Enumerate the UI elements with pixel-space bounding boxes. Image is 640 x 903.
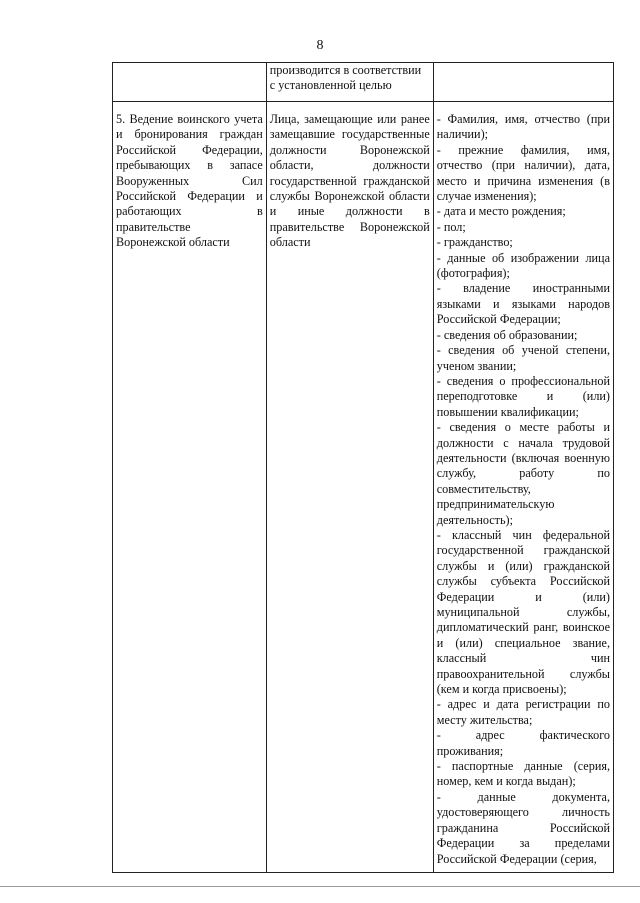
list-item: - сведения о профессиональной переподготовке и (или) повышении квалификации; [436, 373, 610, 419]
list-item: - сведения об образовании; [436, 327, 578, 342]
page-bottom-edge [0, 886, 640, 887]
list-item: - сведения о месте работы и должности с начала трудовой деятельности (включая военную службу, работу по совместительству, предпринимательскую деятельность); [436, 420, 610, 527]
cell-data-continuation [433, 63, 613, 102]
list-item: - сведения об ученой степени, ученом звании; [436, 343, 610, 373]
list-item: - адрес фактического проживания; [436, 728, 610, 758]
list-item: - Фамилия, имя, отчество (при наличии); [436, 112, 610, 142]
list-item: - адрес и дата регистрации по месту жительства; [436, 697, 610, 727]
personal-data-table [112, 62, 614, 873]
list-item: - владение иностранными языками и языками народов Российской Федерации; [436, 281, 610, 327]
cell-subjects: Лица, замещающие или ранее замещавшие государственные должности Воронежской области, должности государственной гражданской службы Воронежской области и иные должности в правительстве Воронежской области [266, 102, 433, 873]
list-item: - данные об изображении лица (фотография); [436, 250, 610, 281]
cell-purpose-continuation [113, 63, 267, 102]
list-item: - данные документа, удостоверяющего личность гражданина Российской Федерации за пределами Российской Федерации (серия, [436, 789, 610, 866]
table-row-5 [113, 102, 614, 873]
list-item: - гражданство; [436, 235, 513, 250]
list-item: - дата и место рождения; [436, 204, 566, 219]
list-item: - паспортные данные (серия, номер, кем и когда выдан); [436, 759, 610, 789]
list-item: - прежние фамилия, имя, отчество (при наличии), дата, место и причина изменения (в случае изменения); [436, 142, 610, 204]
list-item: - классный чин федеральной государственной гражданской службы и (или) гражданской службы субъекта Российской Федерации и (или) муниципальной службы, дипломатический ранг, воинское и (или) специальное звание, классный чин правоохранительной службы (кем и когда присвоены); [436, 527, 610, 697]
table-row-continuation [113, 63, 614, 102]
cell-purpose: 5. Ведение воинского учета и бронирования граждан Российской Федерации, пребывающих в запасе Вооруженных Сил Российской Федерации и работающих в правительстве Воронежской области [113, 102, 267, 873]
list-item: - пол; [436, 219, 466, 234]
cell-subjects-continuation: производится в соответствии с установленной целью [266, 63, 433, 102]
page-number: 8 [316, 38, 324, 53]
cell-data-items [433, 102, 613, 873]
